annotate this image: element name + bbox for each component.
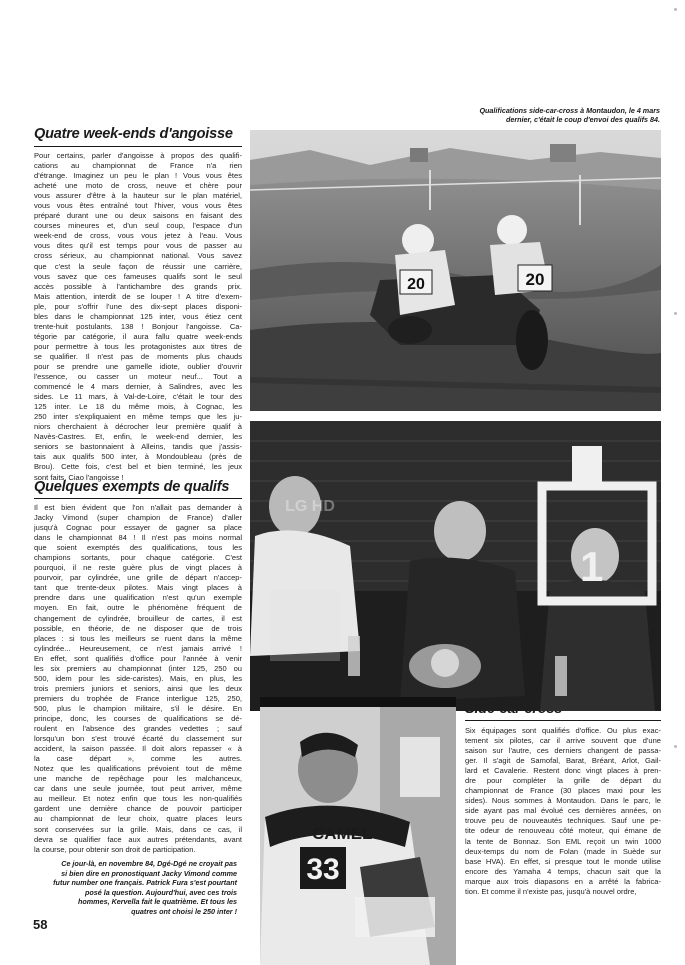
text-line: tement six pilotes, car il arrive souvent que d'une [465, 736, 661, 746]
text-line: dre pour compléter la grille de départ du [465, 776, 661, 786]
text-line: 250 inter s'expliquaient en même temps que les ju- [34, 412, 242, 422]
text-line: tite odeur de renouveau côté moteur, qui émane de [465, 826, 661, 836]
text-line: 125 inter. Le 18 du même mois, à Cognac, les [34, 402, 242, 412]
text-line: devra se qualifier face aux autres prétendants, avant [34, 834, 242, 844]
text-line: marque aux trois diapasons en a arrêté la fabrica- [465, 876, 661, 886]
text-line: deux-temps du nom de Folan (made in Suède sur [465, 846, 661, 856]
text-line: places : si tous les meilleurs se ruent dans la même [34, 633, 242, 643]
text-line: accès possible à l'antichambre des grands prix. [34, 281, 242, 291]
text-line: les six premiers au championnat (inter 125, 250 ou [34, 663, 242, 673]
text-line: gardent une dernière chance de pouvoir participer [34, 804, 242, 814]
sidecar-plate-side: 20 [525, 270, 545, 289]
text-line: Navès-Castres. Et, enfin, le week-end dernier, les [34, 432, 242, 442]
text-line: dans le championnat 84 ! Il n'est pas moins normal [34, 533, 242, 543]
text-line: vous vous êtes entraîné tout l'hiver, vous vous êtes [34, 201, 242, 211]
caption-bottom-line: quatres ont choisi le 250 inter ! [131, 906, 237, 916]
page-speck [674, 312, 677, 315]
photo-caption-bottom [37, 859, 237, 916]
text-line: tégorie par catégorie, il aura fallu quatre week-ends [34, 331, 242, 341]
text-line: lard et Cavalerie. Restent donc vingt places à pren- [465, 766, 661, 776]
text-line: au championnat de leur choix, quatre places leurs [34, 814, 242, 824]
page-speck [674, 745, 677, 748]
text-line: d'étrange. Imaginez un peu le plan ! Vous vous êtes [34, 171, 242, 181]
text-line: Pour certains, parler d'angoisse à propos des qualifi- [34, 151, 242, 160]
text-line: cylindrée... Heureusement, ce n'est jamais arrivé ! [34, 643, 242, 653]
text-line: premiers du trophée de France interligue 125, 250, [34, 693, 242, 703]
text-line: seniors se bastonnaient à Alleins, tandis que j'assis- [34, 442, 242, 452]
caption-bottom-line: si bien dire en pronostiquant Jacky Vimond comme [61, 868, 237, 878]
text-line: la tente de Bonnaz. Son EML reçoit un twin 1000 [465, 836, 661, 846]
photo-sidecar-race [250, 130, 661, 411]
text-line: trois premiers juniors et seniors, ainsi que les deux [34, 683, 242, 693]
text-line: changement de cylindrée, brouilleur de cartes, il est [34, 613, 242, 623]
text-line: ple, pour s'offrir l'une des dix-sept places disponi- [34, 301, 242, 311]
text-line: Jacky Vimond (super champion de France) d'aller [34, 513, 242, 523]
section-body-exempts [34, 503, 242, 858]
caption-top-line-2: dernier, c'était le coup d'envoi des qualifs 84. [505, 115, 660, 125]
text-line: trente-huit postulants. 138 ! Bonjour l'angoisse. Ca- [34, 321, 242, 331]
text-line: prendre dans une qualification n'est qu'un exemple [34, 593, 242, 603]
text-line: pour se prendre une gamelle idiote, oublier d'ouvrir [34, 361, 242, 371]
text-line: jusqu'à Cognac pour essayer de gagner sa place [34, 523, 242, 533]
text-line: vous savez que ces fameuses qualifs sont le seul [34, 271, 242, 281]
photo-rider-portrait [260, 697, 456, 965]
text-line: trouve peu de nouveautés techniques. Sauf une pe- [465, 816, 661, 826]
text-line: week-end de cross, vous vous jetez à l'eau. Vous [34, 231, 242, 241]
text-line: ger. Il s'agit de Samofal, Barat, Bréant, Arlot, Gail- [465, 756, 661, 766]
text-line: champions sortants, pour chaque catégorie. C'est [34, 553, 242, 563]
text-line: possible, en théorie, de ne disposer que de trois [34, 623, 242, 633]
section-body-angoisse [34, 151, 242, 486]
text-line: tant que trente-deux pilotes. Mais vingt places à [34, 583, 242, 593]
text-line: encore des Yamaha 4 temps, chacun sait que la [465, 866, 661, 876]
text-line: tais aux qualifs 500 inter, à Mondoubleau (près de [34, 452, 242, 462]
text-line: championnat de France (30 places maxi pour les [465, 786, 661, 796]
text-line: 500, idem pour les side-caristes). Mais, en plus, les [34, 673, 242, 683]
text-line: cations au championnat de France n'a rien [34, 161, 242, 171]
caption-bottom-line: posé la question. Aujourd'hui, avec ces trois [84, 887, 237, 897]
text-line: 500, plus le champion militaire, s'il le désire. En [34, 703, 242, 713]
text-line: base HVA). En effet, si presque tout le monde utilise [465, 856, 661, 866]
text-line: Il est bien évident que l'on n'allait pas demander à [34, 503, 242, 512]
section-title-rule-2 [34, 498, 242, 499]
text-line: Brou). Cette fois, c'est bel et bien terminé, les jeux [34, 462, 242, 472]
text-line: commencé le 4 mars dernier, à Salindres, avec les [34, 382, 242, 392]
caption-top-line-1: Qualifications side-car-cross à Montaudon, le 4 mars [479, 106, 660, 115]
section-title-angoisse: Quatre week-ends d'angoisse [34, 126, 233, 142]
text-line: accident, la saison passée. Il doit alors repasser « à [34, 744, 242, 754]
page-speck [674, 8, 677, 11]
caption-bottom-line: hommes, Kervella fait le quatrième. Et tous les [78, 897, 237, 906]
text-line: la course, pour obtenir son droit de participation. [34, 844, 196, 854]
text-line: que c'est la seule façon de réussir une carrière, [34, 261, 242, 271]
text-line: En effet, sont qualifiés d'office pour l'année à venir [34, 653, 242, 663]
sidecar-plate-front: 20 [407, 276, 425, 293]
caption-bottom-line: Ce jour-là, en novembre 84, Dgé-Dgé ne croyait pas [61, 859, 237, 868]
text-line: cross sérieux, au championnat national. Vous savez [34, 251, 242, 261]
rider-jersey-brand: CAMEL [312, 824, 373, 843]
text-line: pourquoi, il ne reste guère plus de vingt places à [34, 563, 242, 573]
text-line: vous dites qu'il est temps pour vous de passer au [34, 241, 242, 251]
text-line: sides). Nous sommes à Montaudon. Dans le parc, le [465, 796, 661, 806]
text-line: vous assurer d'être à la hauteur sur le plan matériel, [34, 191, 242, 201]
text-line: bles dans le championnat 125 inter, vous étiez cent [34, 311, 242, 321]
section-title-exempts: Quelques exempts de qualifs [34, 479, 230, 495]
text-line: roulent en l'absence des grandes vedettes ; sauf [34, 724, 242, 734]
text-line: que soient exemptés des qualifications, tous les [34, 543, 242, 553]
text-line: préparé durant une ou deux saisons en faisant des [34, 211, 242, 221]
text-line: une manche de repêchage pour les malchanceux, [34, 774, 242, 784]
section-title-rule-3 [465, 720, 661, 721]
text-line: principe, donc, les courses de qualifications se dé- [34, 713, 242, 723]
text-line: car dans une seule journée, tout peut arriver, même [34, 784, 242, 794]
text-line: acheté une moto de cross, neuve et chère pour [34, 181, 242, 191]
text-line: au meilleur. Et notez enfin que tous les non-qualifiés [34, 794, 242, 804]
text-line: se qualifier. Il n'est pas de moments plus chauds [34, 351, 242, 361]
text-line: Six équipages sont qualifiés d'office. Ou plus exac- [465, 726, 661, 735]
text-line: pourvoir, par cylindrée, une grille de départ n'accep- [34, 573, 242, 583]
text-line: side ayant pas mal évolué ces dernières années, on [465, 806, 661, 816]
text-line: courses mineures et, d'un seul coup, l'espace d'un [34, 221, 242, 231]
rider-jersey-number: 33 [306, 853, 340, 886]
photo-caption-top [455, 106, 660, 125]
text-line: moyen. En fait, outre le phénomène fréquent de [34, 603, 242, 613]
text-line: tion. Et comme il n'existe pas, jusqu'à nouvel ordre, [465, 886, 637, 896]
section-body-side-car [465, 726, 661, 951]
section-title-rule-1 [34, 146, 242, 147]
text-line: Mais attention, interdit de se louper ! A titre d'exem- [34, 291, 242, 301]
text-line: Notez que les qualifications prévoient tout de même [34, 764, 242, 774]
text-line: saison sur l'autre, ces derniers changent de passa- [465, 746, 661, 756]
text-line: la case départ », comme les autres. [34, 754, 242, 764]
photo-group-portrait [250, 421, 661, 711]
text-line: pour permettre à tous les protagonistes aux titres de [34, 341, 242, 351]
text-line: l'essence, ou casser un moteur neuf... Tout a [34, 372, 242, 382]
text-line: sides. Le 11 mars, à Val-de-Loire, c'était le tour des [34, 392, 242, 402]
group-plate-number: 1 [580, 543, 604, 590]
text-line: sont conservées sur la grille. Mais, dans ce cas, il [34, 824, 242, 834]
text-line: sont faits. Ciao l'angoisse ! [34, 472, 124, 482]
text-line: lorsqu'un bon s'est trouvé écarté du classement sur [34, 734, 242, 744]
page-number: 58 [33, 917, 48, 932]
caption-bottom-line: futur number one français. Patrick Fura s'est pourtant [53, 878, 237, 887]
text-line: niors cherchaient à décrocher leur première qualif à [34, 422, 242, 432]
group-watermark: LG HD [285, 498, 335, 515]
